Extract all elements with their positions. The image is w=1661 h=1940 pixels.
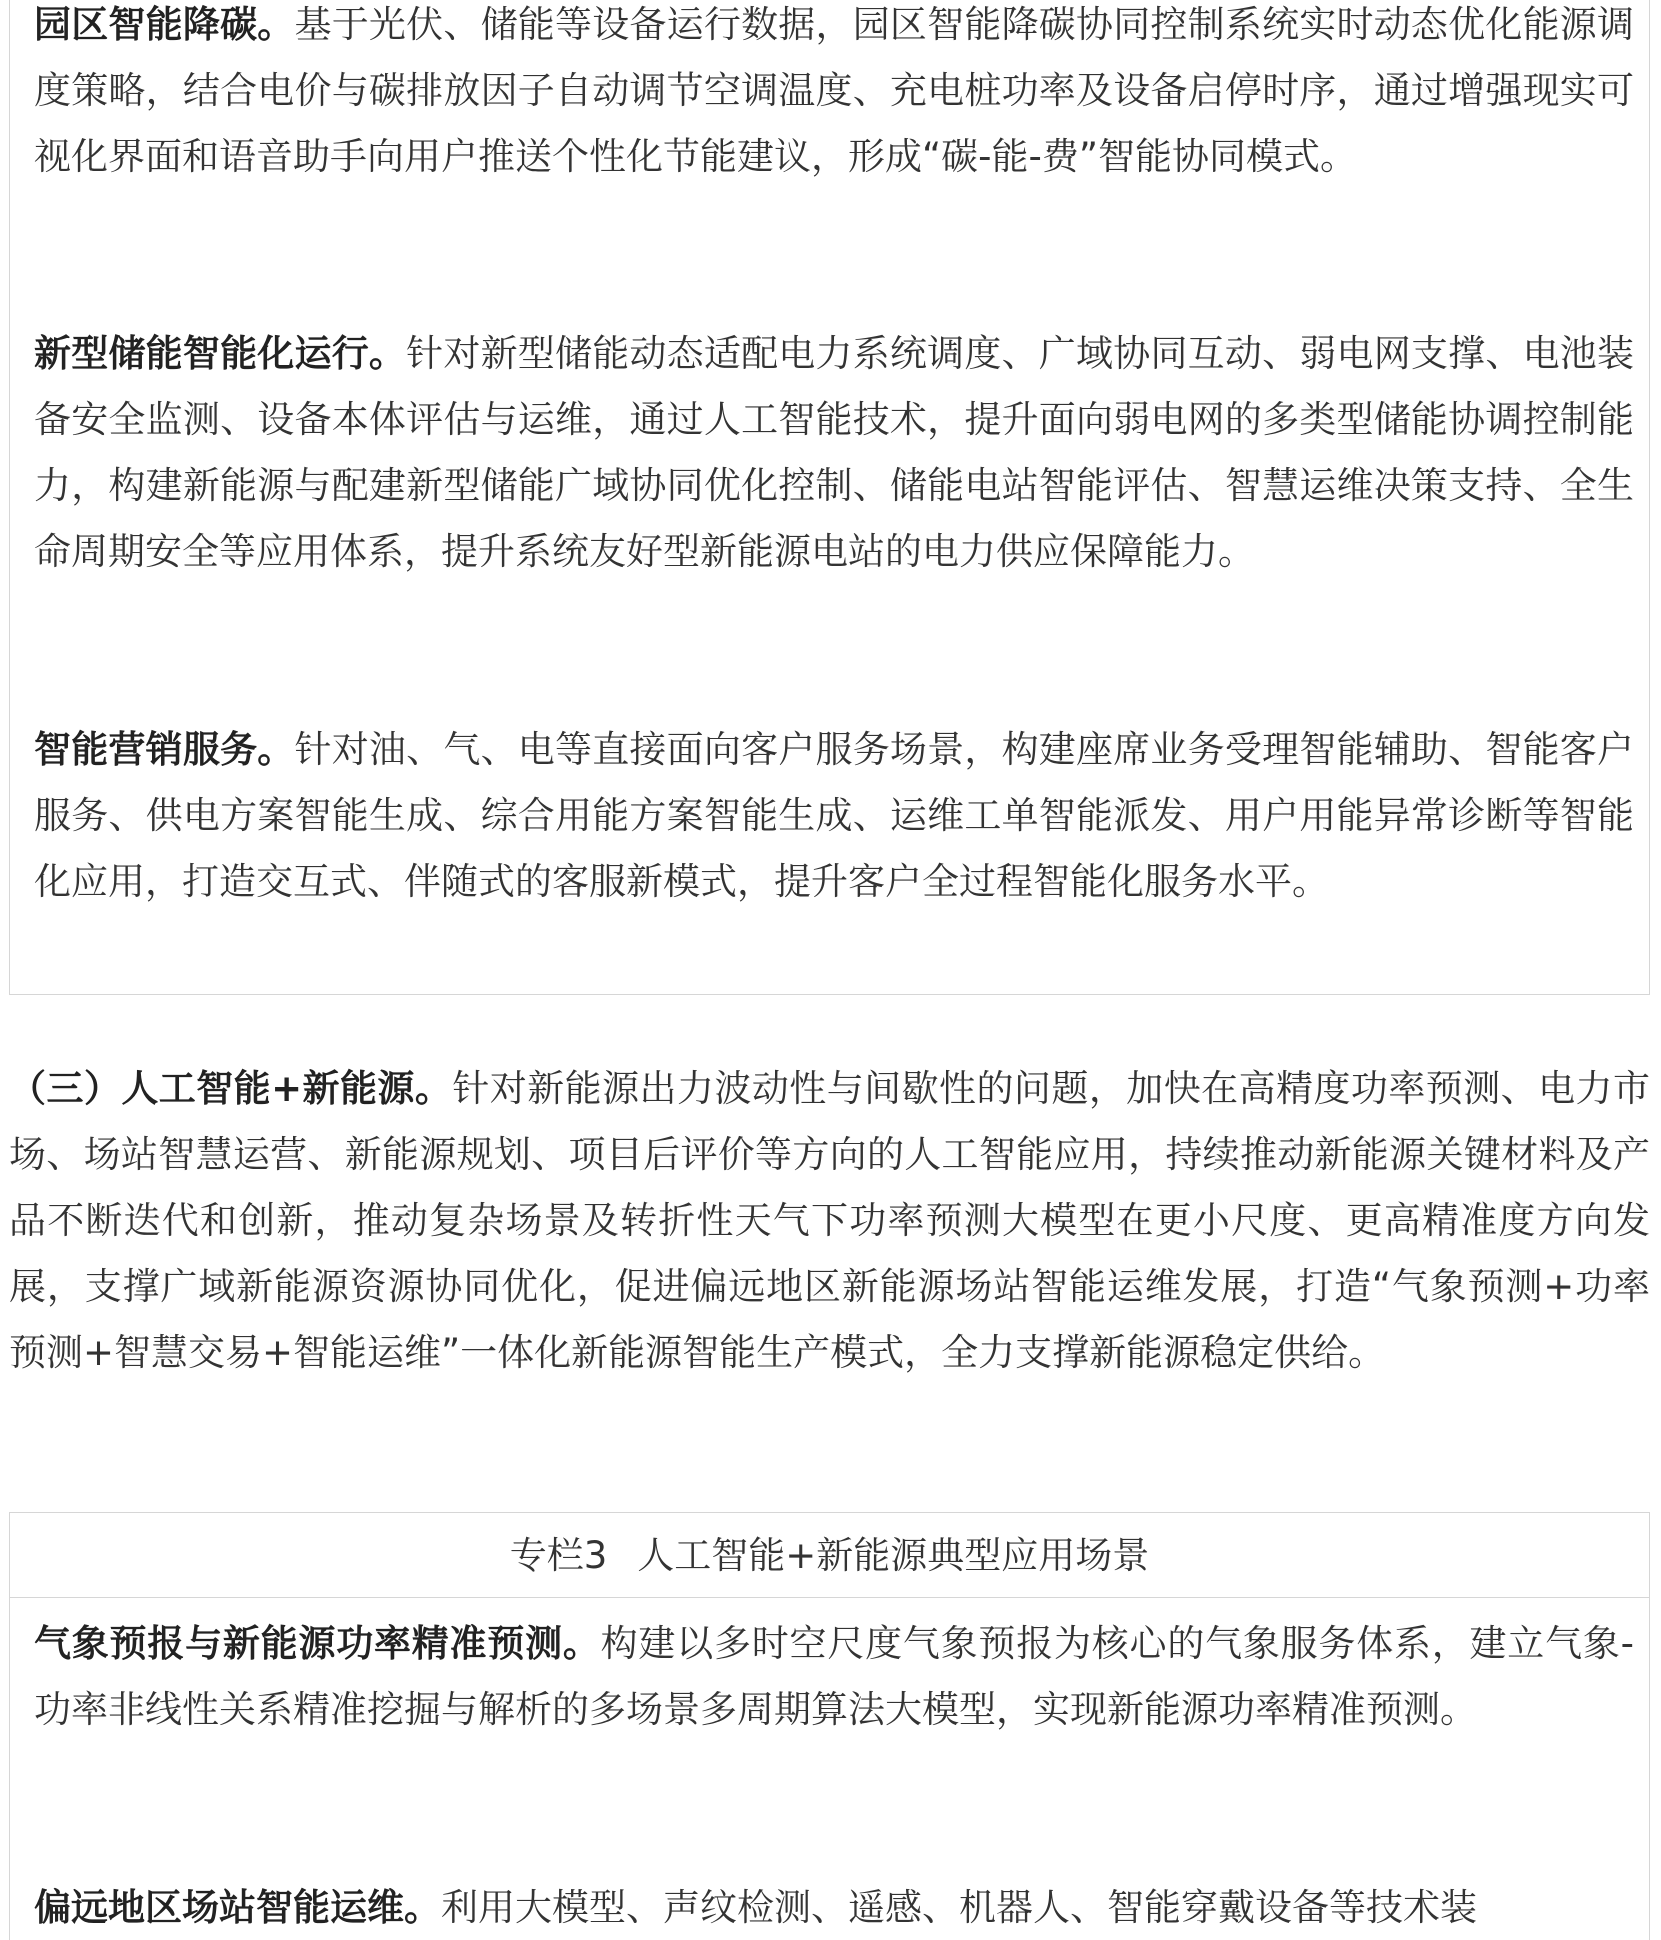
entry-body: 基于光伏、储能等设备运行数据，园区智能降碳协同控制系统实时动态优化能源调度策略，结合电价与碳排放因子自动调节空调温度、充电桩功率及设备启停时序，通过增强现实可视化界面和语音助手向用户推送个性化节能建议，形成“碳-能-费”智能协同模式。 [34,3,1634,178]
entry-title: 新型储能智能化运行。 [34,332,407,375]
entry-park-carbon-reduction [34,0,1634,190]
entry-body: 利用大模型、声纹检测、遥感、机器人、智能穿戴设备等技术装 [441,1886,1477,1929]
top-column-box [9,0,1650,995]
column-title-text: 人工智能+新能源典型应用场景 [637,1534,1150,1577]
entry-energy-storage-operation [34,321,1634,585]
column-number: 专栏3 [509,1534,608,1577]
entry-title: 偏远地区场站智能运维。 [34,1886,441,1929]
entry-remote-station-maintenance [34,1875,1634,1940]
entry-weather-power-forecast [34,1611,1634,1743]
entry-body: 针对新型储能动态适配电力系统调度、广域协同互动、弱电网支撑、电池装备安全监测、设备本体评估与运维，通过人工智能技术，提升面向弱电网的多类型储能协调控制能力，构建新能源与配建新型储能广域协同优化控制、储能电站智能评估、智慧运维决策支持、全生命周期安全等应用体系，提升系统友好型新能源电站的电力供应保障能力。 [34,332,1635,573]
entry-title: 智能营销服务。 [34,728,295,771]
section-ai-new-energy [9,1056,1650,1386]
entry-body: 针对油、气、电等直接面向客户服务场景，构建座席业务受理智能辅助、智能客户服务、供电方案智能生成、综合用能方案智能生成、运维工单智能派发、用户用能异常诊断等智能化应用，打造交互式、伴随式的客服新模式，提升客户全过程智能化服务水平。 [34,728,1634,903]
section-body: 针对新能源出力波动性与间歇性的问题，加快在高精度功率预测、电力市场、场站智慧运营、新能源规划、项目后评价等方向的人工智能应用，持续推动新能源关键材料及产品不断迭代和创新，推动复杂场景及转折性天气下功率预测大模型在更小尺度、更高精准度方向发展，支撑广域新能源资源协同优化，促进偏远地区新能源场站智能运维发展，打造“气象预测+功率预测+智慧交易+智能运维”一体化新能源智能生产模式，全力支撑新能源稳定供给。 [9,1067,1650,1374]
entry-body: 构建以多时空尺度气象预报为核心的气象服务体系，建立气象-功率非线性关系精准挖掘与解析的多场景多周期算法大模型，实现新能源功率精准预测。 [34,1622,1634,1731]
entry-title: 园区智能降碳。 [34,3,295,46]
entry-title: 气象预报与新能源功率精准预测。 [34,1622,601,1665]
column-3-box [9,1512,1650,1940]
section-title: （三）人工智能+新能源。 [9,1067,453,1110]
column-title [10,1513,1649,1598]
entry-smart-marketing-service [34,717,1634,915]
